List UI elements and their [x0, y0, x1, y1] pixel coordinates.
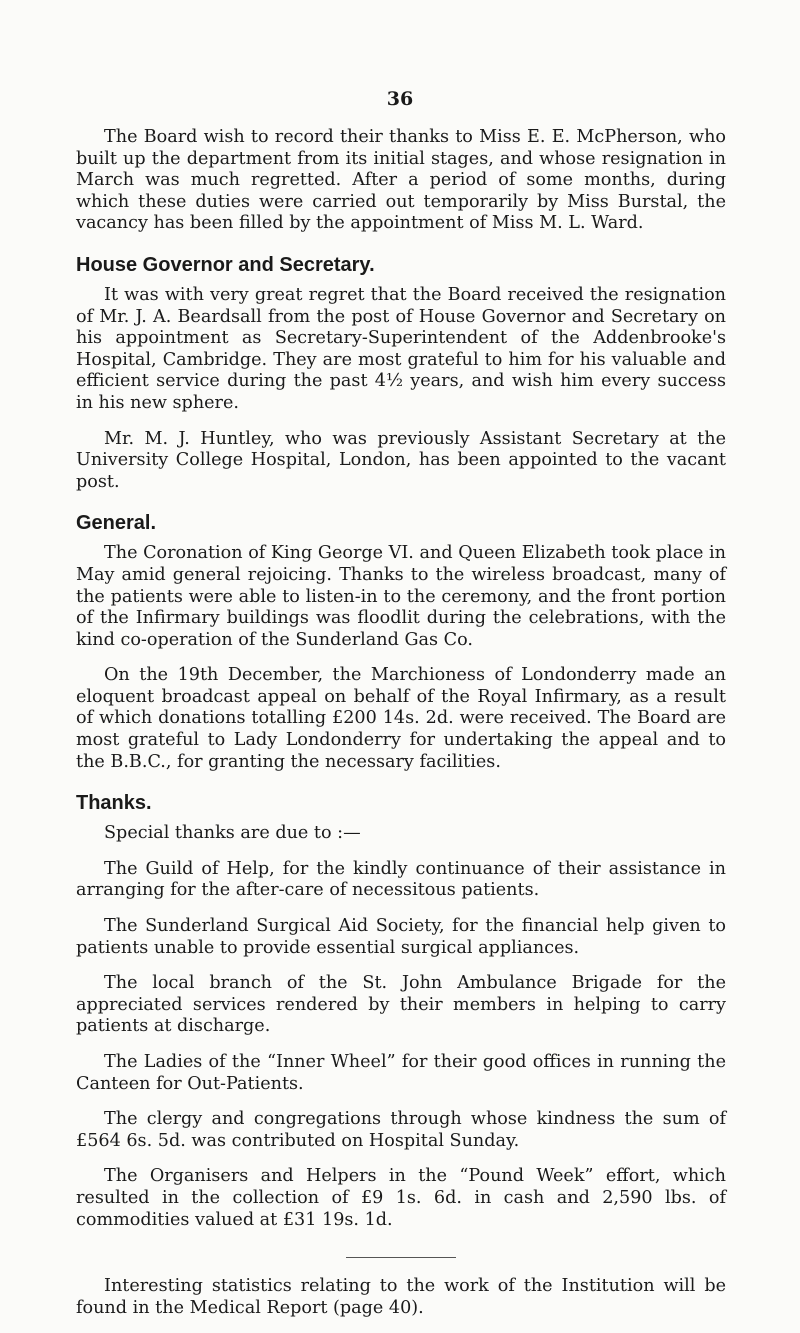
thanks-item: The local branch of the St. John Ambulance Brigade for the appreciated services rendered by their members in helping to carry patients at discharge.	[76, 973, 726, 1037]
divider-rule	[346, 1257, 456, 1258]
section-heading-thanks: Thanks.	[76, 792, 152, 815]
thanks-item: The clergy and congregations through whose kindness the sum of £564 6s. 5d. was contributed on Hospital Sunday.	[76, 1109, 726, 1151]
house-governor-paragraph: Mr. M. J. Huntley, who was previously Assistant Secretary at the University College Hospital, London, has been appointed to the vacant post.	[76, 428, 726, 492]
thanks-intro: Special thanks are due to :—	[104, 823, 361, 844]
section-heading-general: General.	[76, 512, 157, 535]
thanks-item: The Guild of Help, for the kindly continuance of their assistance in arranging for the after-care of necessitous patients.	[76, 858, 726, 901]
thanks-item: The Organisers and Helpers in the “Pound Week” effort, which resulted in the collection of £9 1s. 6d. in cash and 2,590 lbs. of commodities valued at £31 19s. 1d.	[76, 1166, 726, 1230]
intro-paragraph: The Board wish to record their thanks to Miss E. E. McPherson, who built up the department from its initial stages, and whose resignation in March was much regretted. After a period of some months, during which these duties were carried out temporarily by Miss Burstal, the vacancy has been filled by the appointment of Miss M. L. Ward.	[76, 127, 726, 234]
page-number: 36	[386, 88, 414, 110]
thanks-item: The Sunderland Surgical Aid Society, for the financial help given to patients unable to provide essential surgical appliances.	[76, 916, 726, 958]
general-paragraph: On the 19th December, the Marchioness of Londonderry made an eloquent broadcast appeal on behalf of the Royal Infirmary, as a result of which donations totalling £200 14s. 2d. were received. The Board are most grateful to Lady Londonderry for undertaking the appeal and to the B.B.C., for granting the necessary facilities.	[76, 665, 726, 772]
page-content	[76, 127, 726, 1319]
thanks-item: The Ladies of the “Inner Wheel” for their good offices in running the Canteen for Out-Patients.	[76, 1052, 726, 1094]
footer-note: Interesting statistics relating to the work of the Institution will be found in the Medical Report (page 40).	[76, 1276, 726, 1318]
general-paragraph: The Coronation of King George VI. and Queen Elizabeth took place in May amid general rejoicing. Thanks to the wireless broadcast, many of the patients were able to listen-in to the ceremony, and the front portion of the Infirmary buildings was floodlit during the celebrations, with the kind co-operation of the Sunderland Gas Co.	[76, 543, 726, 650]
section-heading-house-governor: House Governor and Secretary.	[76, 253, 375, 276]
house-governor-paragraph: It was with very great regret that the Board received the resignation of Mr. J. A. Beardsall from the post of House Governor and Secretary on his appointment as Secretary-Superintendent of the Addenbrooke's Hospital, Cambridge. They are most grateful to him for his valuable and efficient service during the past 4½ years, and wish him every success in his new sphere.	[76, 284, 726, 413]
